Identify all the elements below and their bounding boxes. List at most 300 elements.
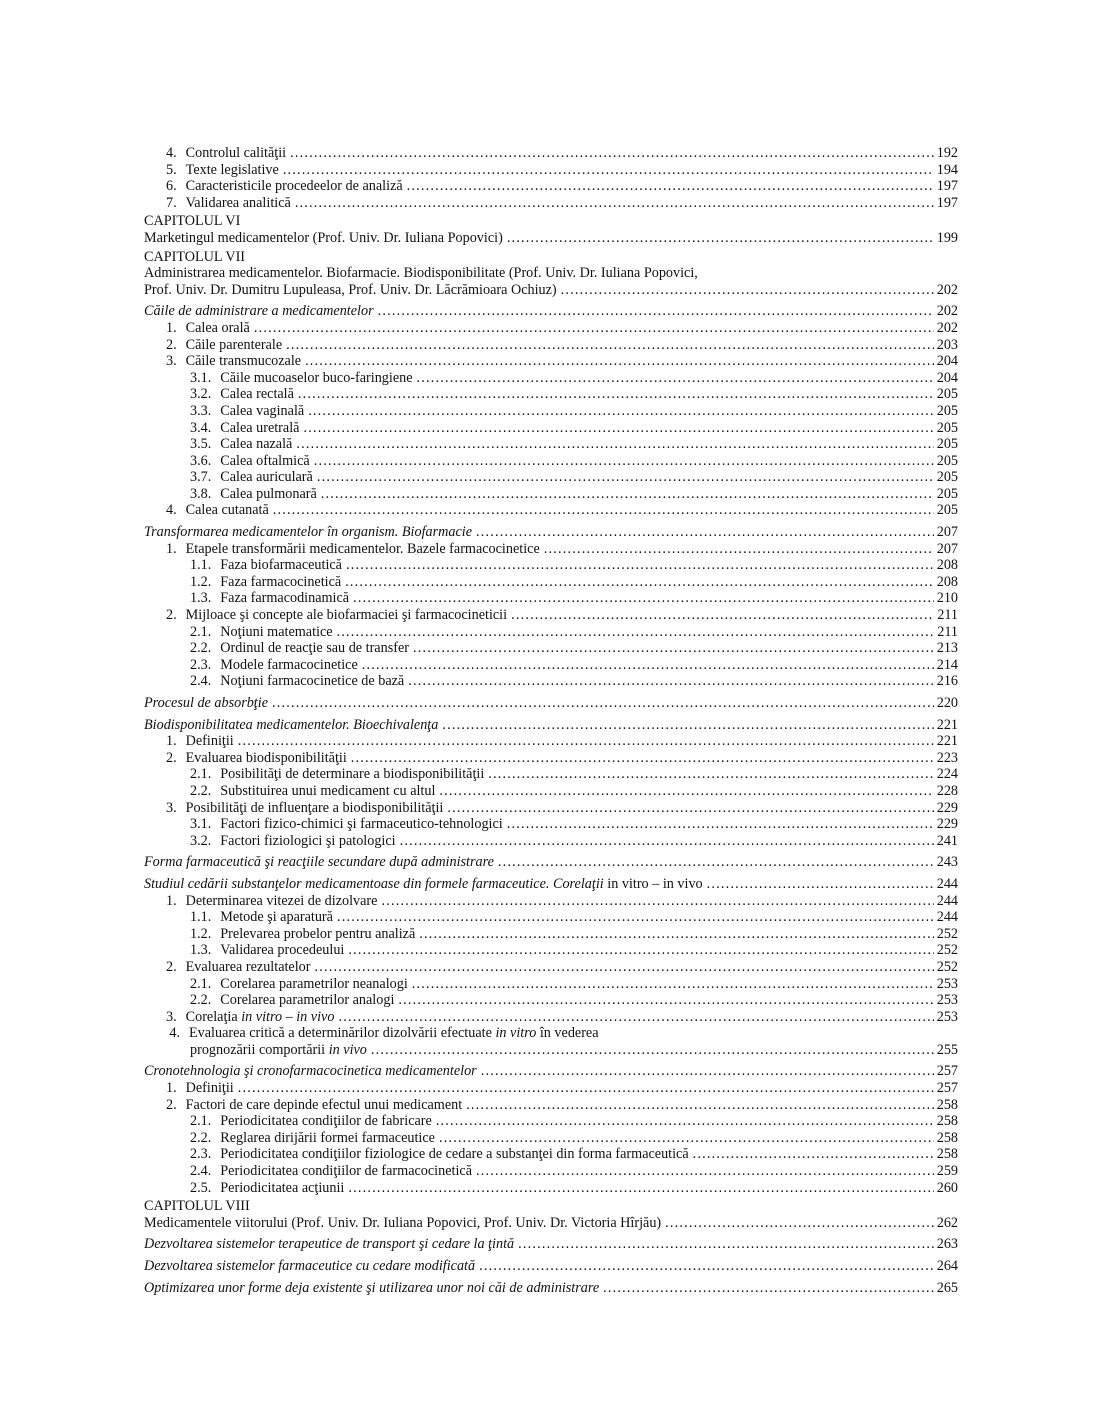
section-title: Biodisponibilitatea medicamentelor. Bioechivalenţa bbox=[144, 716, 439, 733]
chapter-title-entry bbox=[144, 282, 958, 299]
section-title-plain: in vitro – in vivo bbox=[607, 875, 703, 892]
entry-title-plain: Corelaţia bbox=[185, 1008, 238, 1025]
entry-title: Noţiuni matematice bbox=[220, 623, 333, 640]
chapter-title-entry bbox=[144, 1215, 958, 1232]
toc-entry bbox=[144, 733, 958, 750]
dot-leader bbox=[419, 926, 934, 943]
toc-entry bbox=[144, 337, 958, 354]
page-number: 258 bbox=[936, 1129, 958, 1146]
entry-title: Validarea analitică bbox=[185, 194, 291, 211]
page-number: 213 bbox=[936, 640, 958, 657]
toc-entry bbox=[144, 162, 958, 179]
entry-number: 3.6. bbox=[190, 452, 212, 469]
toc-entry bbox=[144, 502, 958, 519]
toc-entry bbox=[144, 353, 958, 370]
dot-leader bbox=[348, 942, 934, 959]
dot-leader bbox=[518, 1236, 934, 1253]
page-number: 205 bbox=[936, 452, 958, 469]
dot-leader bbox=[283, 162, 934, 179]
entry-number: 1.3. bbox=[190, 590, 212, 607]
dot-leader bbox=[371, 1042, 934, 1059]
entry-number: 4. bbox=[169, 1025, 180, 1042]
dot-leader bbox=[273, 502, 934, 519]
entry-title: Evaluarea rezultatelor bbox=[185, 958, 311, 975]
entry-title: Periodicitatea condiţiilor de farmacocinetică bbox=[220, 1163, 472, 1180]
entry-number: 2.2. bbox=[190, 1129, 212, 1146]
entry-number: 3. bbox=[166, 799, 177, 816]
page-number: 220 bbox=[936, 695, 958, 711]
section-title: Dezvoltarea sistemelor terapeutice de transport şi cedare la ţintă bbox=[144, 1236, 515, 1253]
page-number: 257 bbox=[936, 1063, 958, 1080]
entry-title-italic: in vitro bbox=[495, 1025, 537, 1042]
entry-title: Factori de care depinde efectul unui medicament bbox=[185, 1096, 463, 1113]
entry-title: Posibilităţi de determinare a biodisponibilităţii bbox=[220, 766, 485, 783]
toc-subentry bbox=[144, 1113, 958, 1130]
toc-entry bbox=[144, 1097, 958, 1114]
toc-entry bbox=[144, 541, 958, 558]
dot-leader bbox=[417, 370, 934, 387]
entry-title-text: Evaluarea critică a determinărilor dizolvării efectuate bbox=[189, 1025, 492, 1042]
dot-leader bbox=[436, 1113, 934, 1130]
toc-subentry bbox=[144, 436, 958, 453]
entry-title: Medicamentele viitorului (Prof. Univ. Dr. Iuliana Popovici, Prof. Univ. Dr. Victoria Hîrjău) bbox=[144, 1214, 662, 1231]
dot-leader bbox=[479, 1258, 934, 1275]
entry-number: 3.1. bbox=[190, 816, 212, 833]
entry-number: 2. bbox=[166, 958, 177, 975]
entry-title: Căile transmucozale bbox=[185, 353, 302, 370]
page-number: 253 bbox=[936, 992, 958, 1009]
dot-leader bbox=[498, 854, 934, 871]
toc-entry bbox=[144, 607, 958, 624]
page-number: 208 bbox=[936, 573, 958, 590]
section-title bbox=[144, 876, 703, 893]
toc-entry bbox=[144, 800, 958, 817]
entry-title: Posibilităţi de influenţare a biodisponibilităţii bbox=[185, 799, 444, 816]
dot-leader bbox=[476, 1163, 934, 1180]
entry-number: 2.2. bbox=[190, 992, 212, 1009]
entry-number: 3.2. bbox=[190, 386, 212, 403]
entry-title-text: în vederea bbox=[539, 1025, 599, 1042]
dot-leader bbox=[439, 1130, 934, 1147]
dot-leader bbox=[544, 541, 934, 558]
dot-leader bbox=[338, 1009, 934, 1026]
page-number: 194 bbox=[936, 161, 958, 178]
chapter-title-entry bbox=[144, 230, 958, 247]
entry-number: 2.3. bbox=[190, 1146, 212, 1163]
entry-title: Definiţii bbox=[185, 733, 234, 750]
entry-title: Calea uretrală bbox=[220, 419, 300, 436]
entry-title: Faza biofarmaceutică bbox=[220, 557, 342, 574]
dot-leader bbox=[665, 1215, 934, 1232]
page-number: 241 bbox=[936, 832, 958, 849]
entry-title: Faza farmacodinamică bbox=[220, 590, 350, 607]
section-title: Căile de administrare a medicamentelor bbox=[144, 303, 374, 320]
entry-title: Definiţii bbox=[185, 1080, 234, 1097]
dot-leader bbox=[442, 717, 934, 734]
page-number: 205 bbox=[936, 419, 958, 436]
page-number: 221 bbox=[936, 733, 958, 750]
entry-number: 2.3. bbox=[190, 656, 212, 673]
page-number: 204 bbox=[936, 353, 958, 370]
dot-leader bbox=[511, 607, 934, 624]
toc-subentry bbox=[144, 403, 958, 420]
page-number: 205 bbox=[936, 386, 958, 403]
toc-subentry bbox=[144, 976, 958, 993]
dot-leader bbox=[348, 1180, 934, 1197]
toc-entry bbox=[144, 1080, 958, 1097]
dot-leader bbox=[603, 1280, 934, 1297]
dot-leader bbox=[447, 800, 934, 817]
entry-number: 1. bbox=[166, 319, 177, 336]
page-number: 229 bbox=[936, 816, 958, 833]
entry-title: Calea vaginală bbox=[220, 402, 305, 419]
toc-subentry bbox=[144, 783, 958, 800]
entry-number: 2. bbox=[166, 1096, 177, 1113]
toc-subentry bbox=[144, 1130, 958, 1147]
entry-title: Caracteristicile procedeelor de analiză bbox=[185, 178, 403, 195]
toc-subentry bbox=[144, 833, 958, 850]
entry-number: 2. bbox=[166, 336, 177, 353]
dot-leader bbox=[286, 337, 934, 354]
entry-title: Periodicitatea condiţiilor de fabricare bbox=[220, 1113, 432, 1130]
dot-leader bbox=[290, 145, 934, 162]
entry-number: 2.1. bbox=[190, 623, 212, 640]
page-number: 224 bbox=[936, 766, 958, 783]
page-number: 216 bbox=[936, 673, 958, 690]
dot-leader bbox=[308, 403, 934, 420]
page-number: 244 bbox=[936, 892, 958, 909]
page-number: 207 bbox=[936, 540, 958, 557]
dot-leader bbox=[398, 992, 934, 1009]
entry-number: 3.3. bbox=[190, 402, 212, 419]
toc-subentry bbox=[144, 640, 958, 657]
section-entry bbox=[144, 876, 958, 893]
entry-number: 1.2. bbox=[190, 925, 212, 942]
entry-title: Prelevarea probelor pentru analiză bbox=[220, 925, 416, 942]
toc-subentry bbox=[144, 926, 958, 943]
entry-title: Marketingul medicamentelor (Prof. Univ. Dr. Iuliana Popovici) bbox=[144, 229, 503, 246]
entry-number: 2.5. bbox=[190, 1179, 212, 1196]
page-number: 229 bbox=[936, 799, 958, 816]
dot-leader bbox=[693, 1146, 934, 1163]
dot-leader bbox=[345, 574, 934, 591]
toc-entry-continuation bbox=[144, 1042, 958, 1059]
page-number: 244 bbox=[936, 875, 958, 892]
entry-number: 3.1. bbox=[190, 369, 212, 386]
entry-number: 2.1. bbox=[190, 1113, 212, 1130]
dot-leader bbox=[378, 303, 934, 320]
page-number: 203 bbox=[936, 336, 958, 353]
dot-leader bbox=[337, 909, 934, 926]
toc-subentry bbox=[144, 624, 958, 641]
page-number: 210 bbox=[936, 590, 958, 607]
entry-title: Periodicitatea acţiunii bbox=[220, 1179, 345, 1196]
entry-number: 2.2. bbox=[190, 782, 212, 799]
dot-leader bbox=[305, 353, 934, 370]
page-number: 253 bbox=[936, 975, 958, 992]
page-number: 228 bbox=[936, 782, 958, 799]
page-number: 258 bbox=[936, 1113, 958, 1130]
table-of-contents bbox=[144, 145, 958, 1296]
entry-title: Calea oftalmică bbox=[220, 452, 310, 469]
toc-subentry bbox=[144, 557, 958, 574]
dot-leader bbox=[317, 469, 934, 486]
entry-title: Corelarea parametrilor neanalogi bbox=[220, 975, 408, 992]
entry-number: 2.4. bbox=[190, 673, 212, 690]
toc-subentry bbox=[144, 942, 958, 959]
page-number: 199 bbox=[936, 229, 958, 246]
entry-number: 1. bbox=[166, 1080, 177, 1097]
entry-title: Calea cutanată bbox=[185, 502, 269, 519]
entry-number: 3.8. bbox=[190, 485, 212, 502]
entry-number: 4. bbox=[166, 145, 177, 161]
page-number: 252 bbox=[936, 942, 958, 959]
toc-subentry bbox=[144, 673, 958, 690]
dot-leader bbox=[238, 733, 934, 750]
entry-title: Calea pulmonară bbox=[220, 485, 317, 502]
entry-title: Noţiuni farmacocinetice de bază bbox=[220, 673, 405, 690]
page-number: 263 bbox=[936, 1236, 958, 1253]
page-number: 257 bbox=[936, 1080, 958, 1097]
entry-title: Modele farmacocinetice bbox=[220, 656, 358, 673]
page-number: 265 bbox=[936, 1279, 958, 1296]
dot-leader bbox=[296, 436, 934, 453]
page-number: 243 bbox=[936, 854, 958, 871]
page-number: 211 bbox=[937, 607, 958, 624]
dot-leader bbox=[481, 1063, 934, 1080]
entry-number: 2.1. bbox=[190, 975, 212, 992]
entry-title: Periodicitatea condiţiilor fiziologice de cedare a substanţei din forma farmaceutică bbox=[220, 1146, 689, 1163]
section-title: Cronotehnologia şi cronofarmacocinetica medicamentelor bbox=[144, 1063, 477, 1080]
page-number: 207 bbox=[936, 524, 958, 541]
dot-leader bbox=[303, 420, 934, 437]
toc-subentry bbox=[144, 816, 958, 833]
chapter-title-line: Administrarea medicamentelor. Biofarmacie. Biodisponibilitate (Prof. Univ. Dr. Iuliana Popovici, bbox=[144, 265, 698, 282]
page-number: 197 bbox=[936, 178, 958, 195]
toc-subentry bbox=[144, 370, 958, 387]
chapter-heading: CAPITOLUL VIII bbox=[144, 1198, 250, 1215]
page-number: 202 bbox=[936, 281, 958, 298]
entry-title: Factori fizico-chimici şi farmaceutico-tehnologici bbox=[220, 816, 503, 833]
toc-entry bbox=[144, 195, 958, 212]
toc-entry bbox=[144, 893, 958, 910]
entry-title: Faza farmacocinetică bbox=[220, 573, 342, 590]
dot-leader bbox=[295, 195, 934, 212]
dot-leader bbox=[476, 524, 934, 541]
entry-title: Etapele transformării medicamentelor. Bazele farmacocinetice bbox=[185, 540, 540, 557]
page-number: 208 bbox=[936, 557, 958, 574]
section-entry bbox=[144, 854, 958, 871]
page-number: 205 bbox=[936, 485, 958, 502]
dot-leader bbox=[408, 673, 934, 690]
toc-subentry bbox=[144, 420, 958, 437]
dot-leader bbox=[707, 876, 934, 893]
entry-title-line1 bbox=[189, 1025, 599, 1042]
page-number: 258 bbox=[936, 1096, 958, 1113]
page-number: 260 bbox=[936, 1179, 958, 1196]
dot-leader bbox=[400, 833, 934, 850]
section-entry bbox=[144, 1280, 958, 1297]
section-entry bbox=[144, 303, 958, 320]
entry-title: Corelarea parametrilor analogi bbox=[220, 992, 395, 1009]
page-number: 202 bbox=[936, 319, 958, 336]
entry-number: 1. bbox=[166, 892, 177, 909]
toc-entry bbox=[144, 320, 958, 337]
dot-leader bbox=[315, 959, 935, 976]
entry-number: 3.5. bbox=[190, 436, 212, 453]
dot-leader bbox=[353, 590, 934, 607]
entry-number: 4. bbox=[166, 502, 177, 519]
entry-number: 2. bbox=[166, 607, 177, 624]
entry-title: Reglarea dirijării formei farmaceutice bbox=[220, 1129, 435, 1146]
entry-title: Evaluarea biodisponibilităţii bbox=[185, 749, 347, 766]
entry-title-text: prognozării comportării bbox=[190, 1041, 326, 1058]
section-entry bbox=[144, 695, 958, 712]
dot-leader bbox=[413, 640, 934, 657]
entry-number: 1.2. bbox=[190, 573, 212, 590]
page-number: 253 bbox=[936, 1008, 958, 1025]
entry-number: 3.2. bbox=[190, 832, 212, 849]
toc-subentry bbox=[144, 1163, 958, 1180]
entry-title: Calea rectală bbox=[220, 386, 294, 403]
dot-leader bbox=[321, 486, 934, 503]
toc-subentry bbox=[144, 909, 958, 926]
dot-leader bbox=[561, 282, 934, 299]
dot-leader bbox=[507, 816, 934, 833]
page-number: 255 bbox=[936, 1041, 958, 1058]
entry-title-italic: in vivo bbox=[328, 1041, 367, 1058]
section-title: Optimizarea unor forme deja existente şi utilizarea unor noi căi de administrare bbox=[144, 1279, 600, 1296]
page-number: 205 bbox=[936, 469, 958, 486]
entry-title: Controlul calităţii bbox=[185, 145, 287, 161]
page-number: 258 bbox=[936, 1146, 958, 1163]
page-number: 211 bbox=[937, 623, 958, 640]
dot-leader bbox=[466, 1097, 934, 1114]
page-number: 202 bbox=[936, 303, 958, 320]
page-number: 214 bbox=[936, 656, 958, 673]
toc-subentry bbox=[144, 657, 958, 674]
toc-subentry bbox=[144, 1180, 958, 1197]
dot-leader bbox=[381, 893, 934, 910]
page-number: 262 bbox=[936, 1214, 958, 1231]
dot-leader bbox=[298, 386, 934, 403]
toc-entry bbox=[144, 959, 958, 976]
entry-title: Calea orală bbox=[185, 319, 250, 336]
section-entry bbox=[144, 524, 958, 541]
dot-leader bbox=[439, 783, 934, 800]
toc-entry bbox=[144, 145, 958, 162]
dot-leader bbox=[346, 557, 934, 574]
entry-number: 3. bbox=[166, 353, 177, 370]
page-number: 259 bbox=[936, 1163, 958, 1180]
dot-leader bbox=[238, 1080, 934, 1097]
page-number: 197 bbox=[936, 194, 958, 211]
entry-title: Căile mucoaselor buco-faringiene bbox=[220, 369, 413, 386]
toc-entry-multiline bbox=[144, 1025, 958, 1042]
entry-number: 2.2. bbox=[190, 640, 212, 657]
entry-title: Validarea procedeului bbox=[220, 942, 345, 959]
toc-subentry bbox=[144, 766, 958, 783]
entry-number: 3. bbox=[166, 1008, 177, 1025]
entry-number: 2.4. bbox=[190, 1163, 212, 1180]
entry-title: Calea auriculară bbox=[220, 469, 313, 486]
page-number: 252 bbox=[936, 925, 958, 942]
toc-subentry bbox=[144, 992, 958, 1009]
toc-subentry bbox=[144, 469, 958, 486]
page-number: 244 bbox=[936, 909, 958, 926]
page-number: 252 bbox=[936, 958, 958, 975]
page-number: 205 bbox=[936, 436, 958, 453]
toc-entry bbox=[144, 1009, 958, 1026]
dot-leader bbox=[254, 320, 934, 337]
toc-subentry bbox=[144, 574, 958, 591]
page-number: 192 bbox=[936, 145, 958, 161]
entry-title: Mijloace şi concepte ale biofarmaciei şi farmacocineticii bbox=[185, 607, 508, 624]
dot-leader bbox=[337, 624, 934, 641]
section-entry bbox=[144, 717, 958, 734]
entry-number: 1.1. bbox=[190, 909, 212, 926]
entry-number: 1.1. bbox=[190, 557, 212, 574]
entry-title: Texte legislative bbox=[185, 161, 279, 178]
entry-number: 2.1. bbox=[190, 766, 212, 783]
chapter-heading: CAPITOLUL VI bbox=[144, 213, 241, 230]
dot-leader bbox=[351, 750, 934, 767]
section-title: Procesul de absorbţie bbox=[144, 695, 268, 711]
dot-leader bbox=[412, 976, 934, 993]
entry-title: Calea nazală bbox=[220, 436, 293, 453]
dot-leader bbox=[314, 453, 934, 470]
entry-number: 7. bbox=[166, 194, 177, 211]
entry-title bbox=[186, 1009, 335, 1026]
entry-number: 5. bbox=[166, 161, 177, 178]
toc-subentry bbox=[144, 453, 958, 470]
page-number: 205 bbox=[936, 502, 958, 519]
entry-number: 3.7. bbox=[190, 469, 212, 486]
section-title: Dezvoltarea sistemelor farmaceutice cu cedare modificată bbox=[144, 1258, 476, 1274]
chapter-heading: CAPITOLUL VII bbox=[144, 248, 246, 265]
entry-title: Căile parenterale bbox=[185, 336, 283, 353]
section-entry bbox=[144, 1063, 958, 1080]
page-number: 264 bbox=[936, 1258, 958, 1274]
entry-number: 3.4. bbox=[190, 419, 212, 436]
page-number: 205 bbox=[936, 402, 958, 419]
entry-title: Prof. Univ. Dr. Dumitru Lupuleasa, Prof. Univ. Dr. Lăcrămioara Ochiuz) bbox=[144, 281, 557, 298]
entry-title: Determinarea vitezei de dizolvare bbox=[185, 892, 378, 909]
toc-subentry bbox=[144, 486, 958, 503]
dot-leader bbox=[407, 178, 934, 195]
section-title-italic: Studiul cedării substanţelor medicamentoase din formele farmaceutice. Corelaţii bbox=[144, 875, 604, 892]
section-title: Forma farmaceutică şi reacţiile secundare după administrare bbox=[144, 854, 494, 871]
toc-subentry bbox=[144, 590, 958, 607]
toc-entry bbox=[144, 750, 958, 767]
page-number: 223 bbox=[936, 749, 958, 766]
toc-subentry bbox=[144, 1146, 958, 1163]
entry-title: Ordinul de reacţie sau de transfer bbox=[220, 640, 409, 657]
page-number: 204 bbox=[936, 369, 958, 386]
section-title: Transformarea medicamentelor în organism. Biofarmacie bbox=[144, 524, 473, 541]
toc-subentry bbox=[144, 386, 958, 403]
entry-number: 2. bbox=[166, 749, 177, 766]
entry-number: 1. bbox=[166, 540, 177, 557]
entry-title-line2 bbox=[190, 1042, 367, 1059]
dot-leader bbox=[362, 657, 934, 674]
dot-leader bbox=[488, 766, 934, 783]
dot-leader bbox=[272, 695, 934, 712]
section-entry bbox=[144, 1258, 958, 1275]
entry-title: Substituirea unui medicament cu altul bbox=[220, 782, 436, 799]
page-number: 221 bbox=[936, 716, 958, 733]
entry-number: 1. bbox=[166, 733, 177, 750]
